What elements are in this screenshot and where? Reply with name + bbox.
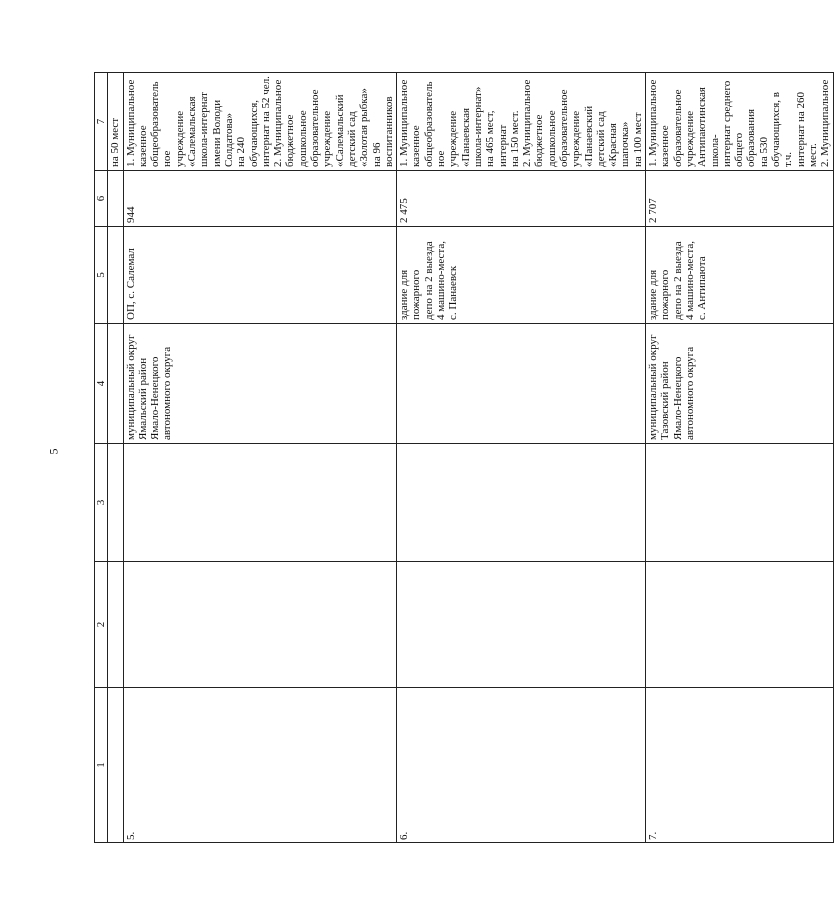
rotated-table-container: [94, 73, 832, 843]
cell-col3: [123, 444, 397, 562]
row-number: 5.: [123, 688, 397, 843]
continuation-text: на 50 мест: [108, 73, 123, 171]
municipality-cell: муниципальный округ Ямальский район Ямало-Ненецкого автономного округа: [123, 324, 397, 444]
object-cell: ОП, с. Салемал: [123, 227, 397, 324]
row-number: 6.: [397, 688, 646, 843]
header-cell: 7: [95, 73, 108, 171]
table-row: [397, 73, 646, 843]
object-cell: здание для пожарного депо на 2 выезда 4 машино-места, с. Антипаюта: [646, 227, 833, 324]
continuation-row: [108, 73, 123, 843]
table-row: [646, 73, 833, 843]
cell-col2: [646, 562, 833, 688]
table-row: [123, 73, 397, 843]
value-cell: 944: [123, 171, 397, 227]
data-table: [94, 72, 834, 843]
header-cell: 1: [95, 688, 108, 843]
institutions-cell: 1. Муниципальное казенное общеобразовательное учреждение «Панаевская школа-интернат» на 465 мест, интернат на 150 мест. 2. Муниципальное бюджетное дошкольное образовательное учреждение «Панаевский детский сад «Красная шапочка» на 100 мест: [397, 73, 646, 171]
cell-col3: [646, 444, 833, 562]
cell-col3: [397, 444, 646, 562]
municipality-cell: [397, 324, 646, 444]
header-cell: 2: [95, 562, 108, 688]
header-cell: 5: [95, 227, 108, 324]
header-cell: 4: [95, 324, 108, 444]
institutions-cell: 1. Муниципальное казенное образовательное учреждение Антипаютинская школа- интернат среднего общего образования на 530 обучающихся, в т.ч. интернат на 260 мест. 2. Муниципальное: [646, 73, 833, 171]
value-cell: 2 475: [397, 171, 646, 227]
municipality-cell: муниципальный округ Тазовский район Ямало-Ненецкого автономного округа: [646, 324, 833, 444]
value-cell: 2 707: [646, 171, 833, 227]
cell-col2: [123, 562, 397, 688]
table-header-row: [95, 73, 108, 843]
page-number: 5: [46, 448, 61, 455]
header-cell: 6: [95, 171, 108, 227]
cell-col2: [397, 562, 646, 688]
row-number: 7.: [646, 688, 833, 843]
header-cell: 3: [95, 444, 108, 562]
object-cell: здание для пожарного депо на 2 выезда 4 машино-места, с. Панаевск: [397, 227, 646, 324]
institutions-cell: 1. Муниципальное казенное общеобразовательное учреждение «Салемальская школа-интернат имени Володи Солдатова» на 240 обучающихся, интернат на 52 чел. 2. Муниципальное бюджетное дошкольное образовательное учреждение «Салемальский детский сад «Золотая рыбка» на 96 воспитанников: [123, 73, 397, 171]
